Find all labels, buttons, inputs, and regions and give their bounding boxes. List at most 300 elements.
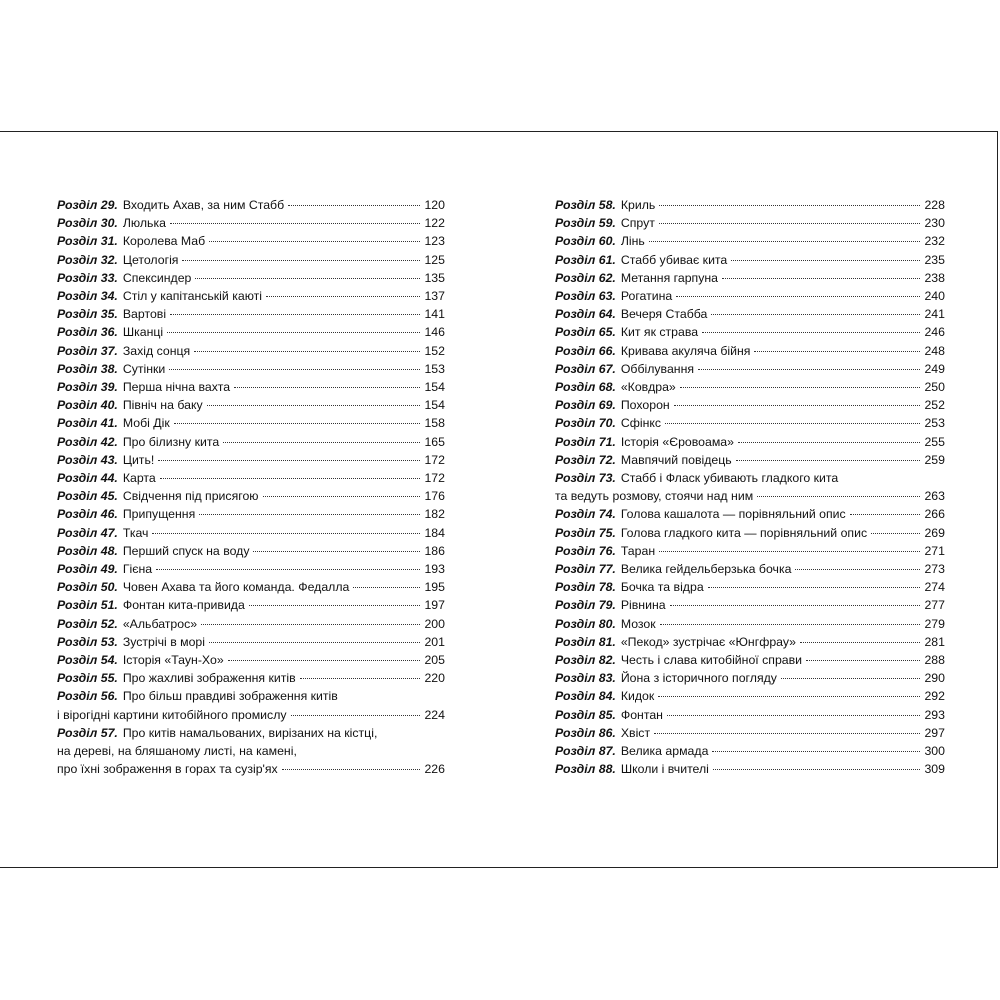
toc-entry-line xyxy=(555,487,945,505)
toc-entry-line xyxy=(555,251,945,269)
toc-entry-line xyxy=(555,396,945,414)
dot-leader xyxy=(167,332,420,333)
page-number: 277 xyxy=(924,598,945,613)
page-number: 182 xyxy=(424,507,445,522)
toc-entry xyxy=(555,232,945,250)
chapter-label: Розділ 62. xyxy=(555,270,616,285)
chapter-title: Королева Маб xyxy=(122,234,206,249)
dot-leader xyxy=(160,478,421,479)
page-number: 232 xyxy=(924,234,945,249)
toc-entry-line xyxy=(555,469,945,487)
chapter-label: Розділ 72. xyxy=(555,452,616,467)
chapter-label: Розділ 53. xyxy=(57,634,118,649)
chapter-label: Розділ 68. xyxy=(555,380,616,395)
dot-leader xyxy=(282,769,421,770)
chapter-label: Розділ 81. xyxy=(555,634,616,649)
chapter-label: Розділ 37. xyxy=(57,343,118,358)
page-number: 141 xyxy=(424,307,445,322)
toc-entry xyxy=(555,724,945,742)
page-number: 235 xyxy=(924,252,945,267)
page-number: 165 xyxy=(424,434,445,449)
dot-leader xyxy=(152,533,420,534)
chapter-title: Кидок xyxy=(620,689,655,704)
dot-leader xyxy=(223,442,420,443)
toc-entry-line xyxy=(57,287,445,305)
dot-leader xyxy=(263,496,421,497)
chapter-title: Мозок xyxy=(620,616,656,631)
dot-leader xyxy=(731,260,920,261)
toc-entry xyxy=(555,378,945,396)
chapter-title: Сутінки xyxy=(122,361,166,376)
toc-entry xyxy=(555,414,945,432)
toc-entry-line xyxy=(57,305,445,323)
dot-leader xyxy=(228,660,421,661)
toc-entry xyxy=(57,596,445,614)
toc-entry xyxy=(57,724,445,779)
chapter-label: Розділ 79. xyxy=(555,598,616,613)
dot-leader xyxy=(199,514,420,515)
chapter-title: Оббілування xyxy=(620,361,695,376)
dot-leader xyxy=(300,678,421,679)
toc-entry xyxy=(555,433,945,451)
page-number: 246 xyxy=(924,325,945,340)
chapter-title: Свідчення під присягою xyxy=(122,489,259,504)
toc-entry-line xyxy=(555,287,945,305)
toc-entry xyxy=(555,396,945,414)
dot-leader xyxy=(711,314,920,315)
chapter-title: Цить! xyxy=(122,452,155,467)
toc-entry xyxy=(57,287,445,305)
toc-entry xyxy=(57,232,445,250)
page-number: 228 xyxy=(924,198,945,212)
toc-entry-line xyxy=(555,378,945,396)
chapter-title: і вірогідні картини китобійного промислу xyxy=(57,707,287,722)
page-number: 197 xyxy=(424,598,445,613)
chapter-label: Розділ 36. xyxy=(57,325,118,340)
toc-entry xyxy=(555,651,945,669)
chapter-label: Розділ 32. xyxy=(57,252,118,267)
chapter-label: Розділ 84. xyxy=(555,689,616,704)
chapter-title: Вечеря Стабба xyxy=(620,307,708,322)
toc-entry-line xyxy=(57,342,445,360)
chapter-title: Входить Ахав, за ним Стабб xyxy=(122,198,285,212)
page-number: 195 xyxy=(424,580,445,595)
toc-entry xyxy=(555,323,945,341)
page-number: 125 xyxy=(424,252,445,267)
page-number: 137 xyxy=(424,289,445,304)
toc-entry-line xyxy=(57,251,445,269)
dot-leader xyxy=(659,205,920,206)
chapter-label: Розділ 56. xyxy=(57,689,118,704)
chapter-title: Про більш правдиві зображення китів xyxy=(122,689,338,704)
toc-entry xyxy=(57,251,445,269)
chapter-title: Метання гарпуна xyxy=(620,270,718,285)
page-number: 309 xyxy=(924,762,945,777)
chapter-title: Стабб убиває кита xyxy=(620,252,728,267)
toc-entry-line xyxy=(555,542,945,560)
chapter-title: Таран xyxy=(620,543,656,558)
dot-leader xyxy=(800,642,920,643)
toc-entry-line xyxy=(57,651,445,669)
page-number: 288 xyxy=(924,653,945,668)
chapter-title: Спексиндер xyxy=(122,270,192,285)
toc-entry xyxy=(555,287,945,305)
page-number: 279 xyxy=(924,616,945,631)
toc-entry-line xyxy=(57,214,445,232)
chapter-label: Розділ 39. xyxy=(57,380,118,395)
page-number: 238 xyxy=(924,270,945,285)
chapter-title: Зустрічі в морі xyxy=(122,634,206,649)
chapter-title: Історія «Єровоама» xyxy=(620,434,734,449)
page-number: 201 xyxy=(424,634,445,649)
chapter-title: Голова кашалота — порівняльний опис xyxy=(620,507,846,522)
toc-entry xyxy=(555,342,945,360)
chapter-title: «Альбатрос» xyxy=(122,616,198,631)
dot-leader xyxy=(712,751,920,752)
chapter-label: Розділ 59. xyxy=(555,216,616,231)
toc-entry xyxy=(555,360,945,378)
chapter-label: Розділ 88. xyxy=(555,762,616,777)
toc-entry-line xyxy=(57,505,445,523)
chapter-label: Розділ 41. xyxy=(57,416,118,431)
toc-entry xyxy=(555,269,945,287)
chapter-label: Розділ 42. xyxy=(57,434,118,449)
page-number: 253 xyxy=(924,416,945,431)
dot-leader xyxy=(738,442,921,443)
toc-entry xyxy=(57,669,445,687)
toc-entry-line xyxy=(555,706,945,724)
toc-entry-line xyxy=(57,669,445,687)
chapter-title: Стіл у капітанській каюті xyxy=(122,289,263,304)
chapter-title: Карта xyxy=(122,471,156,486)
page-number: 123 xyxy=(424,234,445,249)
chapter-label: Розділ 86. xyxy=(555,725,616,740)
dot-leader xyxy=(194,351,420,352)
dot-leader xyxy=(670,605,921,606)
dot-leader xyxy=(249,605,421,606)
page-number: 186 xyxy=(424,543,445,558)
toc-entry xyxy=(555,196,945,214)
dot-leader xyxy=(170,223,421,224)
chapter-title: Перша нічна вахта xyxy=(122,380,231,395)
chapter-title: Ткач xyxy=(122,525,149,540)
chapter-title: Північ на баку xyxy=(122,398,203,413)
toc-entry xyxy=(57,578,445,596)
toc-entry-line xyxy=(555,433,945,451)
toc-entry-line xyxy=(555,615,945,633)
chapter-label: Розділ 29. xyxy=(57,198,118,212)
toc-entry xyxy=(555,469,945,505)
toc-entry xyxy=(555,524,945,542)
toc-entry xyxy=(57,651,445,669)
dot-leader xyxy=(806,660,920,661)
toc-entry-line xyxy=(57,615,445,633)
chapter-title: Честь і слава китобійної справи xyxy=(620,653,803,668)
toc-entry xyxy=(57,196,445,214)
dot-leader xyxy=(209,642,420,643)
toc-entry xyxy=(555,214,945,232)
chapter-label: Розділ 87. xyxy=(555,744,616,759)
page-number: 263 xyxy=(924,489,945,504)
toc-entry xyxy=(57,487,445,505)
page-number: 300 xyxy=(924,744,945,759)
toc-entry xyxy=(57,687,445,723)
toc-entry-line xyxy=(57,687,445,705)
toc-entry xyxy=(555,687,945,705)
toc-entry xyxy=(555,505,945,523)
chapter-label: Розділ 70. xyxy=(555,416,616,431)
toc-entry-line xyxy=(555,360,945,378)
toc-entry xyxy=(555,596,945,614)
toc-entry xyxy=(555,669,945,687)
chapter-label: Розділ 76. xyxy=(555,543,616,558)
page-number: 293 xyxy=(924,707,945,722)
toc-entry xyxy=(555,706,945,724)
toc-entry-line xyxy=(57,742,445,760)
dot-leader xyxy=(665,423,920,424)
dot-leader xyxy=(658,696,920,697)
toc-entry-line xyxy=(57,542,445,560)
page-number: 269 xyxy=(924,525,945,540)
page-number: 205 xyxy=(424,653,445,668)
dot-leader xyxy=(757,496,920,497)
page-number: 120 xyxy=(424,198,445,212)
chapter-title: Човен Ахава та його команда. Федалла xyxy=(122,580,350,595)
chapter-title: Криль xyxy=(620,198,656,212)
page-number: 259 xyxy=(924,452,945,467)
chapter-title: Школи і вчителі xyxy=(620,762,709,777)
toc-entry-line xyxy=(57,414,445,432)
chapter-title: «Ковдра» xyxy=(620,380,676,395)
toc-column-right xyxy=(555,196,945,779)
toc-entry xyxy=(57,305,445,323)
dot-leader xyxy=(722,278,920,279)
toc-entry-line xyxy=(555,742,945,760)
chapter-label: Розділ 66. xyxy=(555,343,616,358)
dot-leader xyxy=(754,351,920,352)
chapter-title: Про білизну кита xyxy=(122,434,220,449)
toc-entry xyxy=(57,360,445,378)
chapter-title: на дереві, на бляшаному листі, на камені, xyxy=(57,744,297,759)
page-number: 176 xyxy=(424,489,445,504)
dot-leader xyxy=(713,769,921,770)
chapter-label: Розділ 85. xyxy=(555,707,616,722)
toc-entry-line xyxy=(555,214,945,232)
dot-leader xyxy=(201,624,420,625)
chapter-label: Розділ 44. xyxy=(57,471,118,486)
page-number: 224 xyxy=(424,707,445,722)
chapter-label: Розділ 73. xyxy=(555,471,616,486)
toc-entry-line xyxy=(57,196,445,214)
toc-entry-line xyxy=(57,396,445,414)
page-number: 152 xyxy=(424,343,445,358)
chapter-title: Бочка та відра xyxy=(620,580,704,595)
page-number: 122 xyxy=(424,216,445,231)
page-number: 158 xyxy=(424,416,445,431)
toc-entry xyxy=(555,560,945,578)
toc-entry-line xyxy=(555,578,945,596)
chapter-label: Розділ 74. xyxy=(555,507,616,522)
chapter-label: Розділ 65. xyxy=(555,325,616,340)
page-number: 274 xyxy=(924,580,945,595)
chapter-title: Захід сонця xyxy=(122,343,191,358)
chapter-label: Розділ 48. xyxy=(57,543,118,558)
toc-column-left xyxy=(57,196,445,779)
chapter-label: Розділ 78. xyxy=(555,580,616,595)
chapter-label: Розділ 51. xyxy=(57,598,118,613)
toc-entry-line xyxy=(555,451,945,469)
page-number: 193 xyxy=(424,562,445,577)
toc-entry-line xyxy=(555,651,945,669)
page-number: 184 xyxy=(424,525,445,540)
chapter-title: Гієна xyxy=(122,562,153,577)
chapter-label: Розділ 67. xyxy=(555,361,616,376)
dot-leader xyxy=(736,460,921,461)
dot-leader xyxy=(207,405,421,406)
chapter-label: Розділ 55. xyxy=(57,671,118,686)
toc-entry-line xyxy=(57,451,445,469)
chapter-label: Розділ 50. xyxy=(57,580,118,595)
toc-entry xyxy=(57,378,445,396)
chapter-title: Фонтан xyxy=(620,707,663,722)
toc-entry xyxy=(57,469,445,487)
dot-leader xyxy=(649,241,921,242)
dot-leader xyxy=(698,369,920,370)
chapter-title: Лінь xyxy=(620,234,645,249)
dot-leader xyxy=(158,460,420,461)
toc-entry xyxy=(57,633,445,651)
chapter-title: Цетологія xyxy=(122,252,179,267)
dot-leader xyxy=(702,332,920,333)
page-number: 252 xyxy=(924,398,945,413)
toc-entry-line xyxy=(57,578,445,596)
chapter-label: Розділ 30. xyxy=(57,216,118,231)
dot-leader xyxy=(850,514,921,515)
chapter-label: Розділ 60. xyxy=(555,234,616,249)
chapter-title: «Пекод» зустрічає «Юнгфрау» xyxy=(620,634,796,649)
page-number: 241 xyxy=(924,307,945,322)
chapter-label: Розділ 82. xyxy=(555,653,616,668)
chapter-label: Розділ 77. xyxy=(555,562,616,577)
chapter-label: Розділ 71. xyxy=(555,434,616,449)
toc-entry xyxy=(57,342,445,360)
page-number: 230 xyxy=(924,216,945,231)
toc-entry-line xyxy=(57,433,445,451)
toc-entry xyxy=(555,251,945,269)
dot-leader xyxy=(288,205,420,206)
toc-entry xyxy=(57,414,445,432)
toc-entry xyxy=(57,542,445,560)
chapter-title: та ведуть розмову, стоячи над ним xyxy=(555,489,754,504)
toc-entry-line xyxy=(555,342,945,360)
chapter-label: Розділ 38. xyxy=(57,361,118,376)
toc-entry-line xyxy=(57,633,445,651)
toc-entry-line xyxy=(555,669,945,687)
dot-leader xyxy=(680,387,921,388)
page-number: 248 xyxy=(924,343,945,358)
toc-entry xyxy=(555,305,945,323)
page-number: 146 xyxy=(424,325,445,340)
dot-leader xyxy=(209,241,420,242)
chapter-title: про їхні зображення в горах та сузір'ях xyxy=(57,762,278,777)
page-number: 135 xyxy=(424,270,445,285)
toc-entry-line xyxy=(555,414,945,432)
dot-leader xyxy=(156,569,420,570)
chapter-title: Рогатина xyxy=(620,289,673,304)
toc-entry xyxy=(57,505,445,523)
page-number: 273 xyxy=(924,562,945,577)
page-number: 271 xyxy=(924,543,945,558)
dot-leader xyxy=(170,314,420,315)
toc-entry-line xyxy=(57,724,445,742)
dot-leader xyxy=(291,715,421,716)
dot-leader xyxy=(659,551,920,552)
toc-entry-line xyxy=(555,633,945,651)
dot-leader xyxy=(234,387,420,388)
chapter-label: Розділ 46. xyxy=(57,507,118,522)
toc-entry xyxy=(57,451,445,469)
dot-leader xyxy=(667,715,921,716)
dot-leader xyxy=(182,260,420,261)
chapter-title: Велика армада xyxy=(620,744,709,759)
toc-entry-line xyxy=(555,524,945,542)
chapter-title: Спрут xyxy=(620,216,655,231)
chapter-title: Фонтан кита-привида xyxy=(122,598,245,613)
chapter-label: Розділ 47. xyxy=(57,525,118,540)
toc-entry-line xyxy=(555,760,945,778)
toc-entry xyxy=(57,269,445,287)
chapter-label: Розділ 52. xyxy=(57,616,118,631)
dot-leader xyxy=(674,405,921,406)
dot-leader xyxy=(169,369,420,370)
toc-entry-line xyxy=(57,269,445,287)
chapter-title: Вартові xyxy=(122,307,167,322)
toc-entry-line xyxy=(555,724,945,742)
dot-leader xyxy=(708,587,921,588)
toc-entry-line xyxy=(57,323,445,341)
chapter-title: Мавпячий повідець xyxy=(620,452,732,467)
chapter-title: Кривава акуляча бійня xyxy=(620,343,751,358)
chapter-title: Сфінкс xyxy=(620,416,662,431)
page-number: 290 xyxy=(924,671,945,686)
toc-entry xyxy=(57,214,445,232)
chapter-label: Розділ 45. xyxy=(57,489,118,504)
chapter-label: Розділ 34. xyxy=(57,289,118,304)
dot-leader xyxy=(659,223,921,224)
chapter-label: Розділ 31. xyxy=(57,234,118,249)
chapter-title: Похорон xyxy=(620,398,670,413)
chapter-label: Розділ 35. xyxy=(57,307,118,322)
toc-entry-line xyxy=(555,596,945,614)
chapter-title: Стабб і Фласк убивають гладкого кита xyxy=(620,471,839,486)
page-number: 172 xyxy=(424,471,445,486)
dot-leader xyxy=(795,569,920,570)
chapter-label: Розділ 64. xyxy=(555,307,616,322)
toc-entry-line xyxy=(57,487,445,505)
toc-entry-line xyxy=(555,505,945,523)
toc-entry-line xyxy=(57,596,445,614)
page-number: 200 xyxy=(424,616,445,631)
page-number: 154 xyxy=(424,380,445,395)
chapter-label: Розділ 61. xyxy=(555,252,616,267)
page-number: 240 xyxy=(924,289,945,304)
toc-entry-line xyxy=(555,196,945,214)
chapter-title: Припущення xyxy=(122,507,196,522)
toc-entry-line xyxy=(555,232,945,250)
chapter-label: Розділ 54. xyxy=(57,653,118,668)
toc-entry-line xyxy=(57,524,445,542)
chapter-title: Люлька xyxy=(122,216,166,231)
